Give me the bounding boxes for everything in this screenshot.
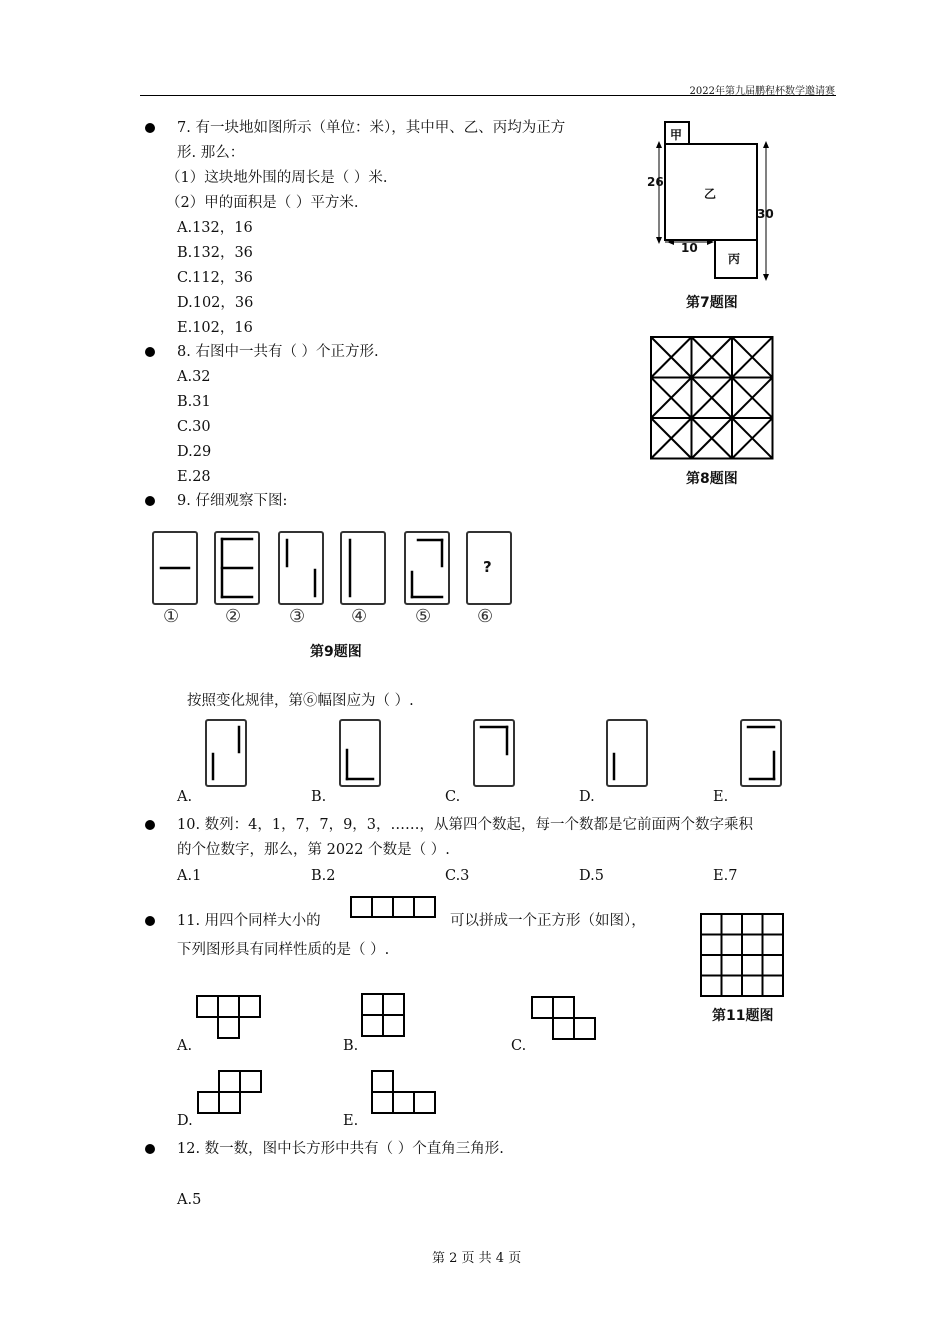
q10-option-a[interactable]: A.1 bbox=[177, 868, 202, 884]
q8-cell bbox=[732, 337, 773, 378]
header-rule bbox=[140, 95, 836, 96]
q9-label-6: ⑥ bbox=[477, 606, 494, 627]
q7-bullet bbox=[145, 123, 155, 133]
q11-grid-cell bbox=[742, 955, 763, 976]
q12-stem: 12. 数一数，图中长方形中共有（ ）个直角三角形. bbox=[177, 1141, 504, 1157]
q7-option-d[interactable]: D.102，36 bbox=[177, 295, 254, 311]
q11-grid-cell bbox=[722, 955, 743, 976]
q7-option-e[interactable]: E.102，16 bbox=[177, 320, 253, 336]
q8-diagonal bbox=[692, 418, 733, 459]
q7-option-a[interactable]: A.132，16 bbox=[177, 220, 253, 236]
q7-dim-left: 26 bbox=[647, 175, 664, 189]
q9-label-5: ⑤ bbox=[415, 606, 432, 627]
q12-bullet bbox=[145, 1144, 155, 1154]
q8-diagonal bbox=[692, 378, 733, 419]
q8-bullet bbox=[145, 347, 155, 357]
q7-dim-right: 30 bbox=[757, 207, 774, 221]
q11-grid-cell bbox=[701, 935, 722, 956]
q8-diagonal bbox=[651, 337, 692, 378]
q11-option-e[interactable]: E. bbox=[343, 1113, 359, 1129]
q8-cell bbox=[651, 378, 692, 419]
q8-diagonal bbox=[732, 337, 773, 378]
q11-stem-line2: 下列图形具有同样性质的是（ ）. bbox=[177, 942, 390, 958]
q9-option-e[interactable]: E. bbox=[713, 789, 729, 805]
q8-caption: 第8题图 bbox=[686, 471, 738, 487]
q10-option-e[interactable]: E.7 bbox=[713, 868, 738, 884]
q8-diagonal bbox=[651, 378, 692, 419]
q9-label-3: ③ bbox=[289, 606, 306, 627]
q10-bullet bbox=[145, 820, 155, 830]
q9-label-1: ① bbox=[163, 606, 180, 627]
q9-label-4: ④ bbox=[351, 606, 368, 627]
q11-grid-cell bbox=[742, 914, 763, 935]
q8-option-d[interactable]: D.29 bbox=[177, 444, 212, 460]
q11-grid-cell bbox=[701, 976, 722, 997]
q8-diagonal bbox=[692, 337, 733, 378]
q8-option-b[interactable]: B.31 bbox=[177, 394, 211, 410]
q11-stem-a: 11. 用四个同样大小的 bbox=[177, 913, 321, 929]
q8-diagonal bbox=[651, 418, 692, 459]
q10-option-b[interactable]: B.2 bbox=[311, 868, 336, 884]
q10-option-d[interactable]: D.5 bbox=[579, 868, 604, 884]
page-footer: 第 2 页 共 4 页 bbox=[432, 1251, 522, 1266]
q7-label-yi: 乙 bbox=[704, 187, 717, 201]
q8-cell bbox=[732, 378, 773, 419]
q10-line2: 的个位数字，那么，第 2022 个数是（ ）. bbox=[177, 842, 450, 858]
q7-sub2: （2）甲的面积是（ ）平方米. bbox=[166, 195, 359, 211]
q8-diagonal bbox=[692, 378, 733, 419]
q10-option-c[interactable]: C.3 bbox=[445, 868, 470, 884]
q9-question-mark: ? bbox=[483, 558, 492, 576]
q7-stem-line1: 7. 有一块地如图所示（单位：米），其中甲、乙、丙均为正方 bbox=[177, 120, 566, 136]
q8-diagonal bbox=[732, 418, 773, 459]
q9-bullet bbox=[145, 496, 155, 506]
q8-cell bbox=[651, 337, 692, 378]
q9-question: 按照变化规律，第⑥幅图应为（ ）. bbox=[187, 693, 414, 709]
q11-option-a[interactable]: A. bbox=[177, 1038, 193, 1054]
q8-cell bbox=[732, 418, 773, 459]
q8-diagonal bbox=[732, 418, 773, 459]
q8-diagonal bbox=[732, 378, 773, 419]
q11-grid-cell bbox=[722, 914, 743, 935]
q8-diagonal bbox=[651, 418, 692, 459]
q9-stem: 9. 仔细观察下图: bbox=[177, 493, 288, 509]
q11-option-c[interactable]: C. bbox=[511, 1038, 527, 1054]
q11-option-d[interactable]: D. bbox=[177, 1113, 193, 1129]
q8-diagonal bbox=[692, 337, 733, 378]
q11-stem-b: 可以拼成一个正方形（如图）， bbox=[450, 913, 646, 929]
q10-line1: 10. 数列：4，1，7，7，9，3，……，从第四个数起，每一个数都是它前面两个数字乘积 bbox=[177, 817, 754, 833]
q8-cell bbox=[692, 337, 733, 378]
q8-diagonal bbox=[651, 337, 692, 378]
q8-diagonal bbox=[732, 337, 773, 378]
q11-caption: 第11题图 bbox=[712, 1008, 774, 1024]
q7-option-c[interactable]: C.112，36 bbox=[177, 270, 253, 286]
q8-cell bbox=[692, 418, 733, 459]
q7-label-jia: 甲 bbox=[670, 128, 683, 142]
q8-option-c[interactable]: C.30 bbox=[177, 419, 211, 435]
q8-option-a[interactable]: A.32 bbox=[177, 369, 211, 385]
q11-grid-cell bbox=[763, 935, 784, 956]
q9-option-d[interactable]: D. bbox=[579, 789, 595, 805]
q9-label-2: ② bbox=[225, 606, 242, 627]
q11-grid-cell bbox=[701, 955, 722, 976]
q8-cell bbox=[651, 418, 692, 459]
q11-grid-cell bbox=[763, 976, 784, 997]
q7-label-bing: 丙 bbox=[728, 252, 741, 266]
q8-diagonal bbox=[732, 378, 773, 419]
q8-diagonal bbox=[651, 378, 692, 419]
q11-grid-cell bbox=[742, 935, 763, 956]
q11-grid-cell bbox=[722, 935, 743, 956]
q8-diagonal bbox=[692, 418, 733, 459]
q7-caption: 第7题图 bbox=[686, 295, 738, 311]
q12-option-a[interactable]: A.5 bbox=[177, 1192, 202, 1208]
q11-option-b[interactable]: B. bbox=[343, 1038, 359, 1054]
q11-grid-cell bbox=[701, 914, 722, 935]
q11-bullet bbox=[145, 916, 155, 926]
q11-grid-cell bbox=[763, 914, 784, 935]
q11-grid-cell bbox=[763, 955, 784, 976]
q9-caption: 第9题图 bbox=[310, 644, 362, 660]
q11-grid-cell bbox=[722, 976, 743, 997]
q7-option-b[interactable]: B.132，36 bbox=[177, 245, 253, 261]
q7-stem-line2: 形. 那么： bbox=[177, 145, 245, 161]
q8-cell bbox=[692, 378, 733, 419]
q7-sub1: （1）这块地外围的周长是（ ）米. bbox=[166, 170, 388, 186]
q9-option-c[interactable]: C. bbox=[445, 789, 461, 805]
q9-option-a[interactable]: A. bbox=[177, 789, 193, 805]
q9-option-b[interactable]: B. bbox=[311, 789, 327, 805]
q8-option-e[interactable]: E.28 bbox=[177, 469, 211, 485]
q7-dim-bottom: 10 bbox=[681, 241, 698, 255]
q8-stem: 8. 右图中一共有（ ）个正方形. bbox=[177, 344, 379, 360]
q11-grid-cell bbox=[742, 976, 763, 997]
page-header-title: 2022年第九届鹏程杯数学邀请赛 bbox=[689, 86, 835, 97]
